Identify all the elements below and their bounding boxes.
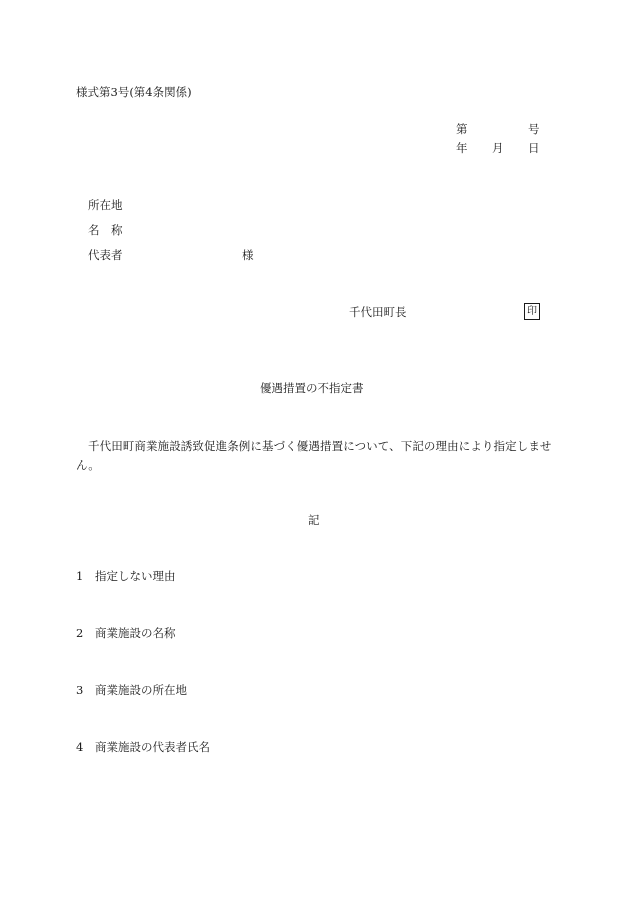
body-paragraph: 千代田町商業施設誘致促進条例に基づく優遇措置について、下記の理由により指定しません。 [76, 439, 552, 472]
item-number: 1 [76, 569, 84, 583]
form-label: 様式第3号(第4条関係) [76, 85, 192, 99]
item-number: 4 [76, 740, 84, 754]
issuer-title: 千代田町長 [349, 305, 407, 319]
item-label: 商業施設の名称 [95, 626, 176, 640]
ki-heading: 記 [308, 513, 320, 527]
list-item [76, 742, 210, 754]
number-prefix: 第 [456, 122, 468, 136]
name-label: 名 称 [88, 223, 123, 237]
date-month: 月 [492, 141, 504, 155]
list-item [76, 571, 176, 583]
list-item [76, 685, 187, 697]
honorific: 様 [242, 248, 254, 262]
item-number: 2 [76, 626, 84, 640]
item-number: 3 [76, 683, 84, 697]
date-year: 年 [456, 141, 468, 155]
date-day: 日 [528, 141, 540, 155]
seal-stamp: 印 [524, 303, 540, 320]
list-item [76, 628, 176, 640]
document-title: 優遇措置の不指定書 [260, 381, 364, 395]
item-label: 指定しない理由 [95, 569, 176, 583]
address-label: 所在地 [88, 198, 123, 212]
item-label: 商業施設の所在地 [95, 683, 187, 697]
item-label: 商業施設の代表者氏名 [95, 740, 210, 754]
number-suffix: 号 [528, 122, 540, 136]
representative-label: 代表者 [88, 248, 123, 262]
